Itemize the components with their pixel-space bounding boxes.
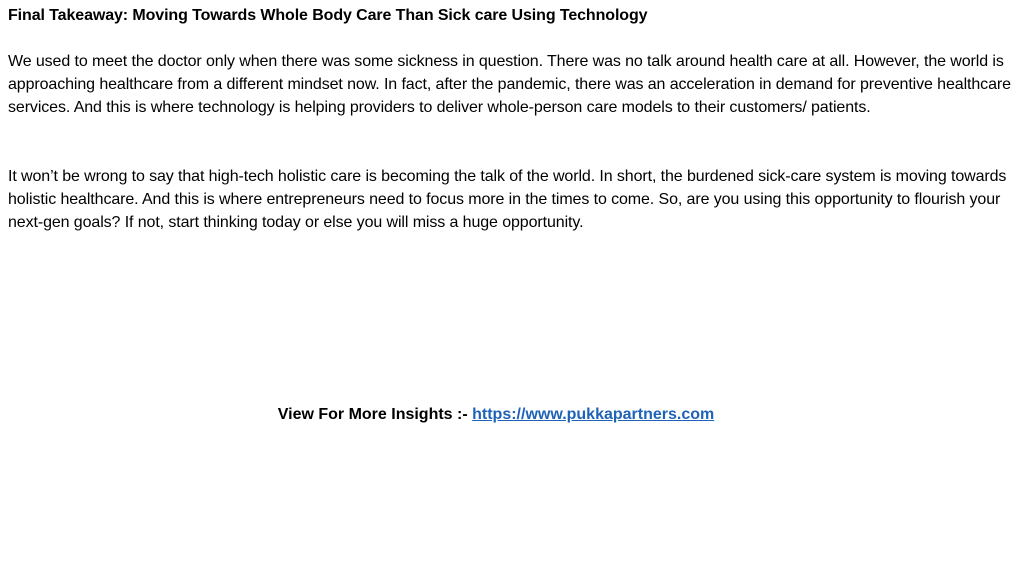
footer-label: View For More Insights :- xyxy=(277,406,473,423)
footer-line xyxy=(278,404,715,426)
body-paragraph-2: It won’t be wrong to say that high-tech holistic care is becoming the talk of the world. In short, the burdened sick-care system is moving towards holistic healthcare. And this is where entrepreneurs need to focus more in the times to come. So, are you using this opportunity to flourish your next-gen goals? If not, start thinking today or else you will miss a huge opportunity. xyxy=(8,168,1007,231)
website-link[interactable]: https://www.pukkapartners.com xyxy=(472,406,715,423)
page-title: Final Takeaway: Moving Towards Whole Body Care Than Sick care Using Technology xyxy=(8,7,648,24)
body-paragraph-1: We used to meet the doctor only when there was some sickness in question. There was no talk around health care at all. However, the world is approaching healthcare from a different mindset now. In fact, after the pandemic, there was an acceleration in demand for preventive healthcare services. And this is where technology is helping providers to deliver whole-person care models to their customers/ patients. xyxy=(8,53,1011,116)
footer-insights xyxy=(0,404,1024,426)
